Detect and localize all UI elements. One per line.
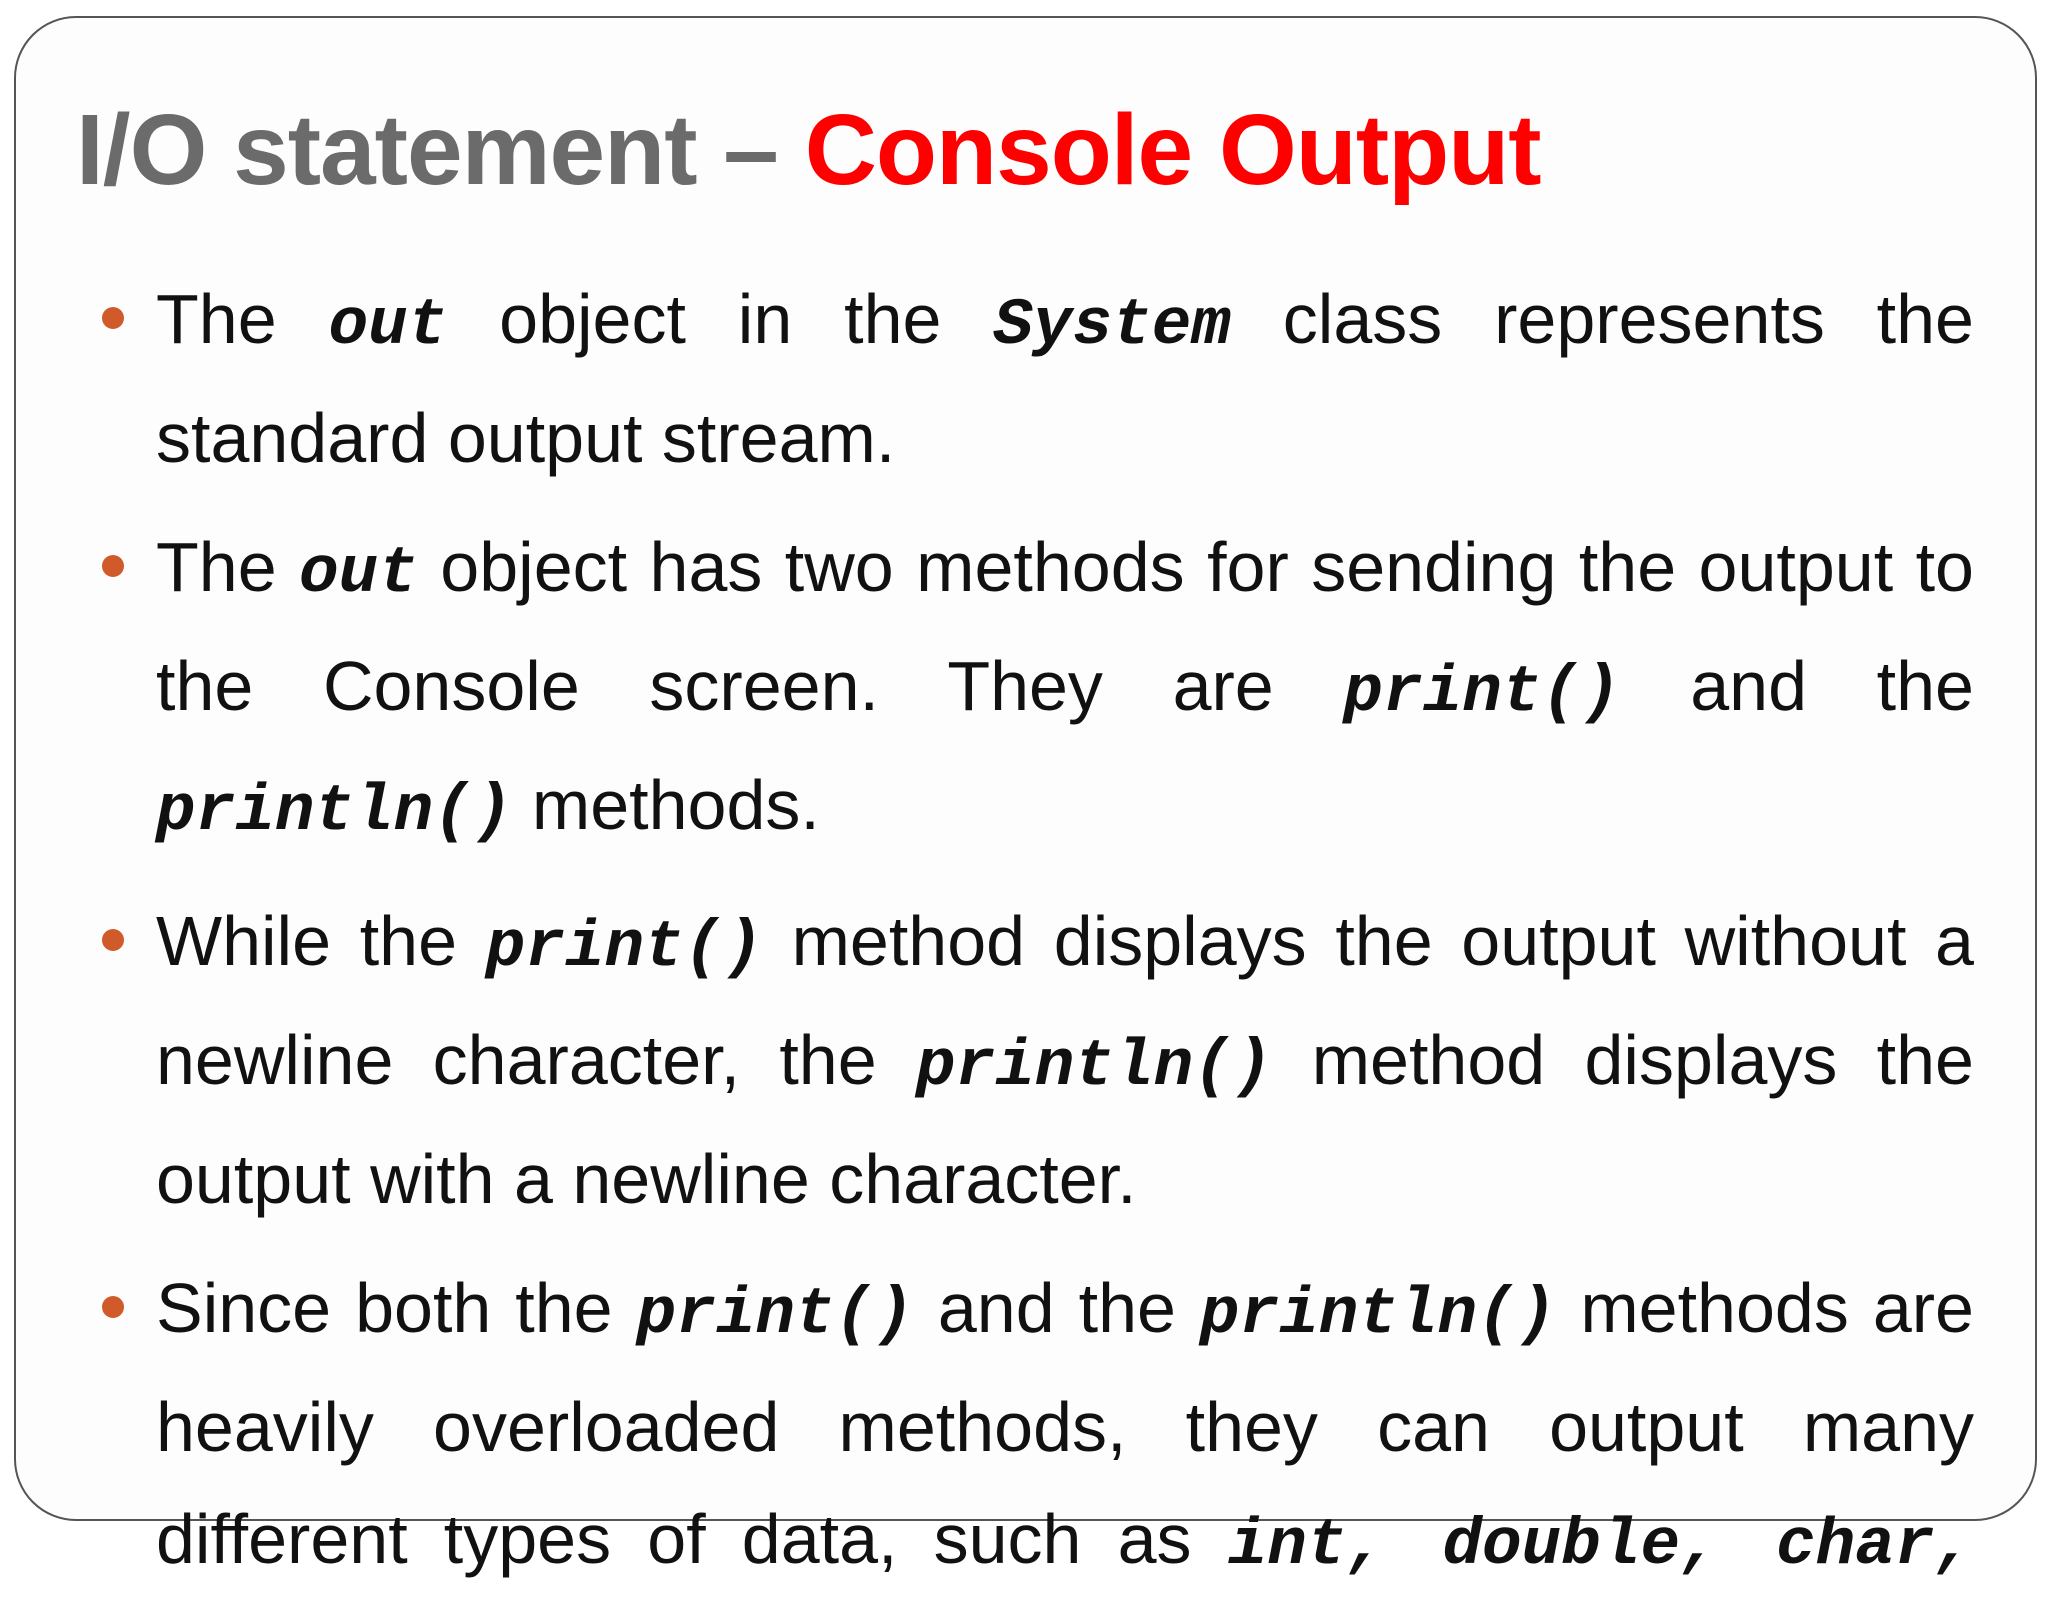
title-separator: – bbox=[696, 94, 805, 206]
bullet-dot-icon bbox=[102, 929, 124, 951]
slide-title bbox=[76, 90, 1541, 210]
bullet-text: object has two methods for sending the output to the Console screen. They are bbox=[156, 528, 1974, 725]
slide bbox=[14, 16, 2037, 1583]
bullet-item bbox=[156, 1252, 1974, 1602]
bullet-text: methods. bbox=[512, 766, 820, 844]
code-term: print() bbox=[1343, 655, 1621, 730]
bullet-item bbox=[156, 885, 1974, 1235]
code-term: println() bbox=[156, 774, 513, 849]
bullet-item bbox=[156, 511, 1974, 868]
bullet-dot-icon bbox=[102, 307, 124, 329]
bullet-dot-icon bbox=[102, 1296, 124, 1318]
bullet-text: Since both the bbox=[156, 1269, 637, 1347]
title-main: I/O statement bbox=[76, 94, 697, 206]
code-term: print() bbox=[636, 1277, 914, 1352]
code-term: int, double, char, bbox=[1227, 1508, 1974, 1583]
code-term: println() bbox=[1199, 1277, 1557, 1352]
bullet-list bbox=[156, 263, 1974, 1619]
code-term: println() bbox=[915, 1029, 1273, 1104]
bullet-text: method displays the output without a newline character, the bbox=[156, 902, 1974, 1099]
code-term: System bbox=[993, 288, 1231, 363]
bullet-text: method displays the output with a newline character. bbox=[156, 1021, 1974, 1218]
bullet-item bbox=[156, 263, 1974, 494]
bullet-text: object in the bbox=[447, 280, 994, 358]
bullet-text: and the bbox=[1620, 647, 1974, 725]
bullet-dot-icon bbox=[102, 555, 124, 577]
bullet-text: The bbox=[156, 528, 300, 606]
code-term: print() bbox=[485, 910, 763, 985]
bullet-text: class represents the standard output stream. bbox=[156, 280, 1974, 477]
code-term: out bbox=[299, 536, 418, 611]
bullet-text: While the bbox=[156, 902, 486, 980]
bullet-text: methods are heavily overloaded methods, they can output many different types of data, such as bbox=[156, 1269, 1974, 1578]
title-accent: Console Output bbox=[804, 94, 1541, 206]
code-term: out bbox=[328, 288, 448, 363]
bullet-text: The bbox=[156, 280, 329, 358]
bullet-text: and the bbox=[913, 1269, 1200, 1347]
